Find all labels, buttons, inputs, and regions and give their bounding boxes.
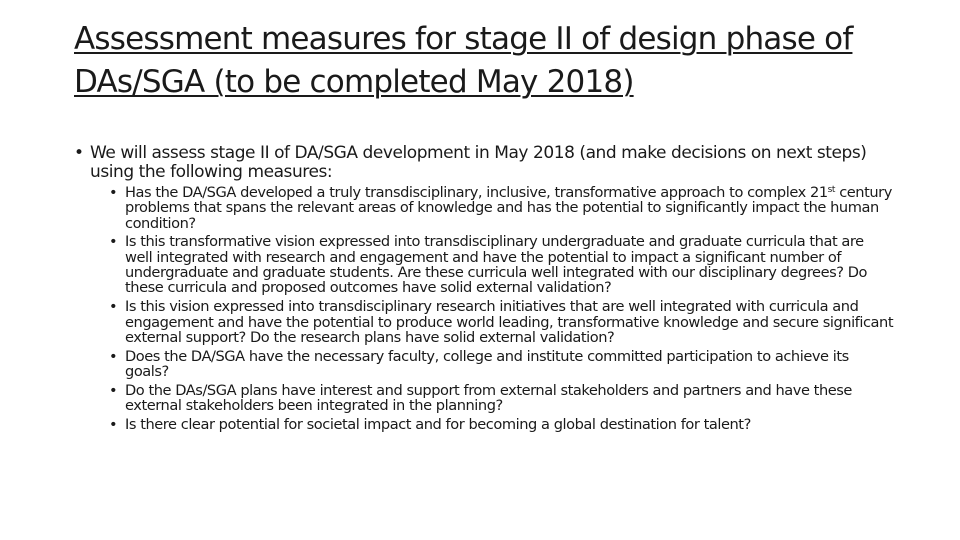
bullet-icon: • — [109, 233, 118, 251]
measure-text: Is this vision expressed into transdisciplinary research initiatives that are well integrated with curricula and engagement and have the potential to produce world leading, transformative knowledge and secure significant external support? Do the research plans have solid external validation? — [125, 298, 894, 346]
slide-title: Assessment measures for stage II of design phase of DAs/SGA (to be completed May 2018) — [74, 21, 853, 100]
measure-item — [109, 417, 894, 432]
measure-item — [109, 299, 894, 345]
measure-text: Has the DA/SGA developed a truly transdisciplinary, inclusive, transformative approach to complex 21st century problems that spans the relevant areas of knowledge and has the potential to significantly impact the human condition? — [125, 184, 892, 232]
measure-text: Does the DA/SGA have the necessary faculty, college and institute committed participation to achieve its goals? — [125, 347, 849, 381]
intro-bullet — [74, 144, 894, 432]
measure-text: Is this transformative vision expressed into transdisciplinary undergraduate and graduate curricula that are well integrated with research and engagement and have the potential to impact a significant number of undergraduate and graduate students. Are these curricula well integrated with our disciplinary degrees? Do these curricula and proposed outcomes have solid external validation? — [125, 233, 868, 297]
bullet-icon: • — [109, 381, 118, 399]
measure-text: Do the DAs/SGA plans have interest and support from external stakeholders and partners and have these external stakeholders been integrated in the planning? — [125, 381, 852, 415]
bullet-icon: • — [109, 347, 118, 365]
ordinal-suffix: st — [827, 185, 835, 195]
measure-text: Is there clear potential for societal impact and for becoming a global destination for talent? — [125, 416, 751, 434]
bullet-icon: • — [109, 184, 118, 201]
measures-list — [90, 185, 894, 432]
bullet-icon: • — [109, 416, 118, 434]
bullet-icon: • — [74, 143, 84, 163]
bullet-list — [74, 144, 894, 436]
measure-item — [109, 234, 894, 295]
measure-item — [109, 349, 894, 380]
bullet-icon: • — [109, 298, 118, 316]
intro-text: We will assess stage II of DA/SGA development in May 2018 (and make decisions on next steps) using the following measures: — [90, 143, 867, 182]
measure-item — [109, 185, 894, 231]
measure-item — [109, 383, 894, 414]
